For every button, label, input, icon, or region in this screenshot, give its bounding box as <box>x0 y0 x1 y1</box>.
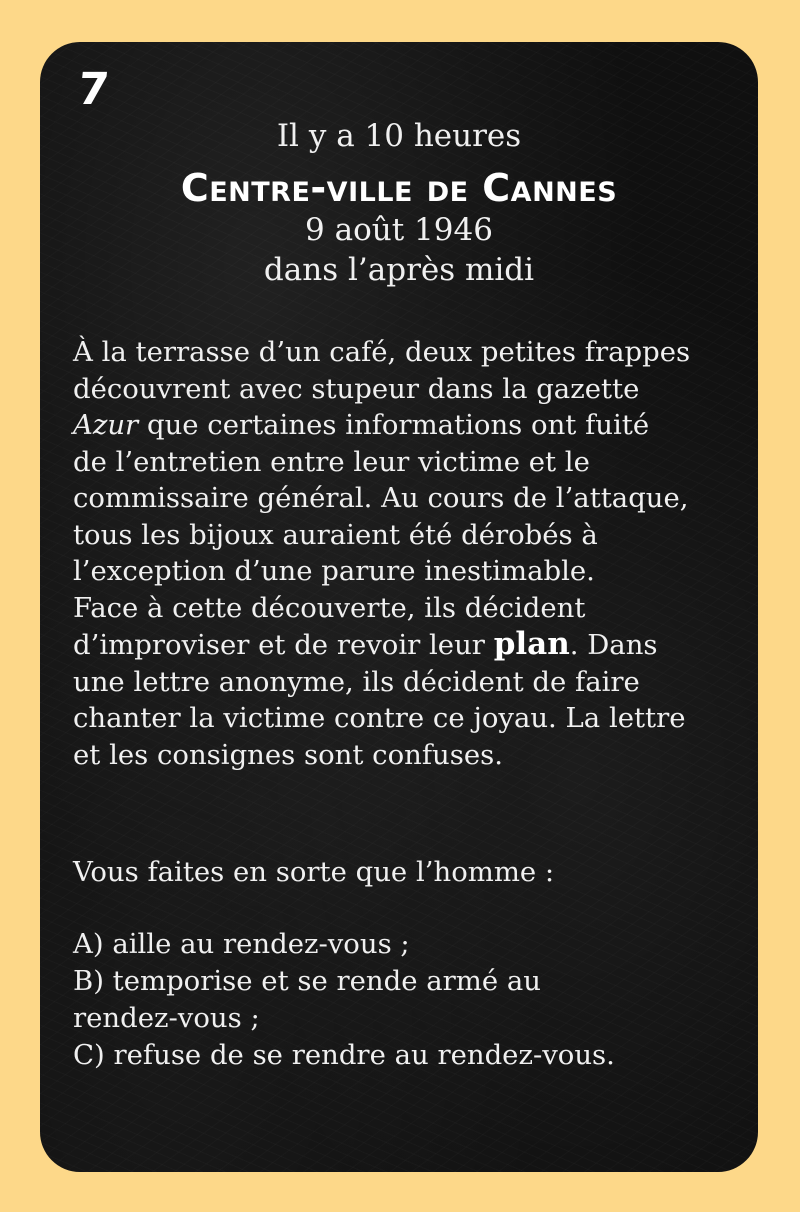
choice-prompt: Vous faites en sorte que l’homme : <box>73 856 555 888</box>
story-line: une lettre anonyme, ils décident de faire <box>73 665 640 698</box>
option-c: C) refuse de se rendre au rendez-vous. <box>73 1039 615 1071</box>
option-a: A) aille au rendez-vous ; <box>73 928 410 960</box>
story-line: commissaire général. Au cours de l’attaque, <box>73 482 689 514</box>
story-line: chanter la victime contre ce joyau. La lettre <box>73 702 686 734</box>
story-line: Face à cette découverte, ils décident <box>73 591 586 624</box>
story-line <box>73 407 733 444</box>
choice-options <box>73 926 733 1074</box>
story-line: et les consignes sont confuses. <box>73 738 503 771</box>
option-b-continued: rendez-vous ; <box>73 1002 260 1034</box>
story-line-end: . Dans <box>569 629 658 661</box>
card-header <box>40 116 758 290</box>
story-line-rest: que certaines informations ont fuité <box>138 409 650 441</box>
date-label: 9 août 1946 <box>305 212 493 248</box>
story-line: tous les bijoux auraient été dérobés à <box>73 518 598 551</box>
story-line <box>73 626 733 664</box>
option-b: B) temporise et se rende armé au <box>73 965 541 997</box>
story-line: l’exception d’une parure inestimable. <box>73 555 595 587</box>
story-line: de l’entretien entre leur victime et le <box>73 445 590 478</box>
story-card <box>40 42 758 1172</box>
story-line: découvrent avec stupeur dans la gazette <box>73 372 640 405</box>
newspaper-name: Azur <box>73 409 139 441</box>
story-text <box>73 334 733 773</box>
location-title: Centre-ville de Cannes <box>180 166 618 210</box>
plan-keyword: plan <box>493 626 570 662</box>
story-line: À la terrasse d’un café, deux petites frappes <box>73 336 691 368</box>
time-ago-label: Il y a 10 heures <box>276 118 522 154</box>
daytime-label: dans l’après midi <box>263 252 535 288</box>
card-number: 7 <box>75 64 112 115</box>
story-line-start: d’improviser et de revoir leur <box>73 629 494 661</box>
